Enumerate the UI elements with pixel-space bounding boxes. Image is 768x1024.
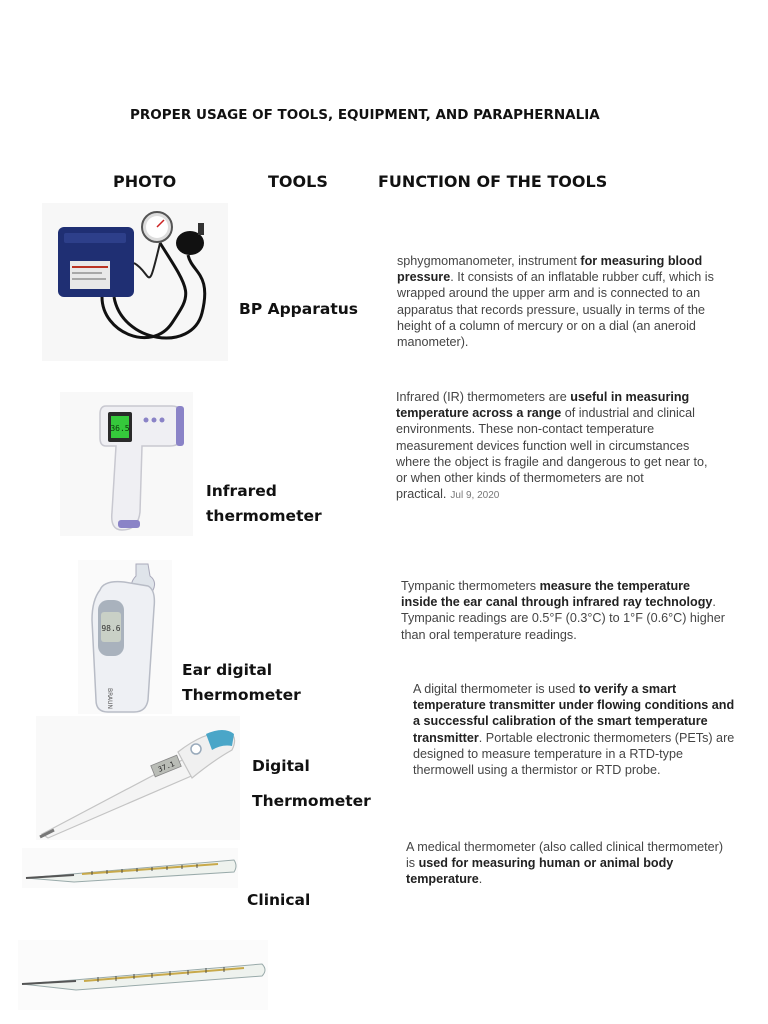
page-title: PROPER USAGE OF TOOLS, EQUIPMENT, AND PARAPHERNALIA [130, 107, 600, 123]
column-header-tools: TOOLS [268, 172, 328, 191]
clinical-thermometer-photo [22, 848, 238, 888]
ear-display-reading: 98.6 [101, 624, 121, 633]
column-header-function: FUNCTION OF THE TOOLS [378, 172, 608, 191]
bp-apparatus-photo [42, 203, 228, 361]
digital-thermometer-photo [36, 716, 240, 840]
tool-name-bp-apparatus: BP Apparatus [239, 300, 358, 318]
tool-name-clinical: Clinical [247, 891, 311, 909]
description-digital-thermometer: A digital thermometer is used to verify a smart temperature transmitter under flowing conditions and a successful calibration of the smart temperature transmitter. Portable electronic thermometers (PETs) are designed to measure temperature in a RTD-type thermowell using a thermistor or RTD probe. [413, 682, 735, 778]
tool-name-ear-digital-thermometer: Ear digital Thermometer [182, 661, 301, 704]
digital-display-reading: 37.1 [157, 760, 176, 774]
description-clinical: A medical thermometer (also called clinical thermometer) is used for measuring human or animal body temperature. [406, 840, 724, 887]
description-infrared-thermometer: Infrared (IR) thermometers are useful in measuring temperature across a range of industrial and clinical environments. These non-contact temperature measurement devices function well in circumstances where the object is fragile and dangerous to get near to, or when other kinds of thermometers are not practical. Jul 9, 2020 [396, 390, 708, 502]
tool-name-digital-thermometer: Digital Thermometer [252, 757, 371, 810]
ir-display-reading: 36.5 [110, 424, 130, 433]
description-date: Jul 9, 2020 [450, 490, 500, 502]
ear-thermometer-photo [78, 560, 172, 714]
tool-name-infrared-thermometer: Infrared thermometer [206, 482, 322, 525]
infrared-thermometer-photo [60, 392, 193, 536]
brand-logo: BRAUN [106, 688, 113, 710]
clinical-thermometer-photo-2 [18, 940, 268, 1010]
description-bp-apparatus: sphygmomanometer, instrument for measuring blood pressure. It consists of an inflatable rubber cuff, which is wrapped around the upper arm and is connected to an apparatus that records pressure, usually in terms of the height of a column of mercury or on a dial (an aneroid manometer). [397, 254, 714, 350]
description-ear-digital-thermometer: Tympanic thermometers measure the temperature inside the ear canal through infrared ray technology. Tympanic readings are 0.5°F (0.3°C) to 1°F (0.6°C) higher than oral temperature readings. [401, 579, 725, 642]
column-header-photo: PHOTO [113, 172, 177, 191]
